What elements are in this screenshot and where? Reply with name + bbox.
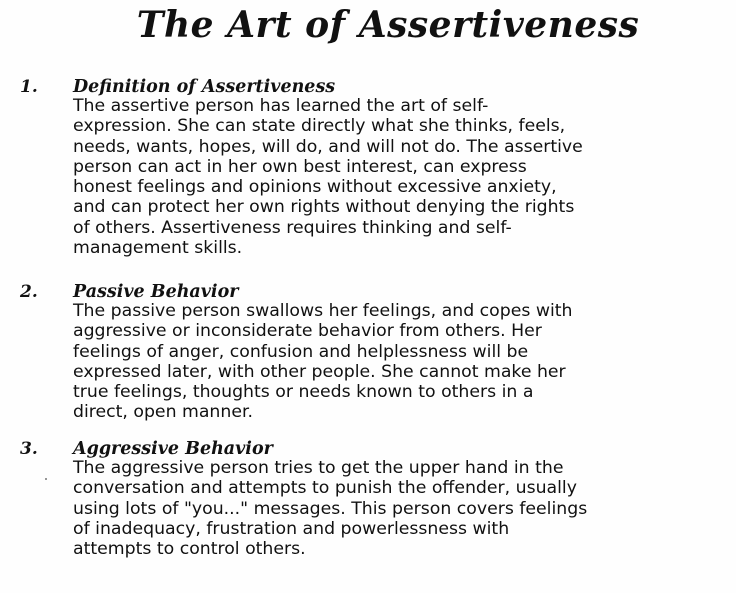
section-heading: Aggressive Behavior bbox=[73, 439, 273, 459]
body-line: feelings of anger, confusion and helplessness will be bbox=[73, 341, 529, 362]
section-number: 1. bbox=[20, 77, 38, 97]
section-body bbox=[73, 458, 733, 559]
body-line: using lots of "you..." messages. This person covers feelings bbox=[73, 498, 588, 519]
body-line: attempts to control others. bbox=[73, 539, 306, 560]
body-line: true feelings, thoughts or needs known to others in a bbox=[73, 382, 534, 403]
section-body bbox=[73, 96, 733, 258]
body-line: person can act in her own best interest, can express bbox=[73, 156, 527, 177]
body-line: expressed later, with other people. She cannot make her bbox=[73, 361, 566, 382]
section-heading: Definition of Assertiveness bbox=[73, 77, 336, 97]
body-line: and can protect her own rights without denying the rights bbox=[73, 197, 575, 218]
body-line: conversation and attempts to punish the offender, usually bbox=[73, 478, 577, 499]
section-number: 3. bbox=[20, 439, 38, 459]
body-line: needs, wants, hopes, will do, and will not do. The assertive bbox=[73, 136, 583, 157]
page-title: The Art of Assertiveness bbox=[136, 4, 640, 46]
body-line: direct, open manner. bbox=[73, 402, 253, 423]
body-line: management skills. bbox=[73, 238, 243, 259]
body-line: aggressive or inconsiderate behavior from others. Her bbox=[73, 321, 542, 342]
section-body bbox=[73, 301, 733, 423]
body-line: The aggressive person tries to get the upper hand in the bbox=[73, 458, 564, 478]
body-line: The assertive person has learned the art of self- bbox=[73, 96, 489, 116]
body-line: of inadequacy, frustration and powerlessness with bbox=[73, 518, 510, 539]
body-line: expression. She can state directly what she thinks, feels, bbox=[73, 116, 566, 137]
body-line: honest feelings and opinions without excessive anxiety, bbox=[73, 177, 557, 198]
body-line: The passive person swallows her feelings, and copes with bbox=[73, 301, 573, 321]
scan-speck bbox=[45, 478, 47, 480]
section-heading: Passive Behavior bbox=[73, 282, 239, 302]
section-number: 2. bbox=[20, 282, 38, 302]
body-line: of others. Assertiveness requires thinking and self- bbox=[73, 217, 512, 238]
